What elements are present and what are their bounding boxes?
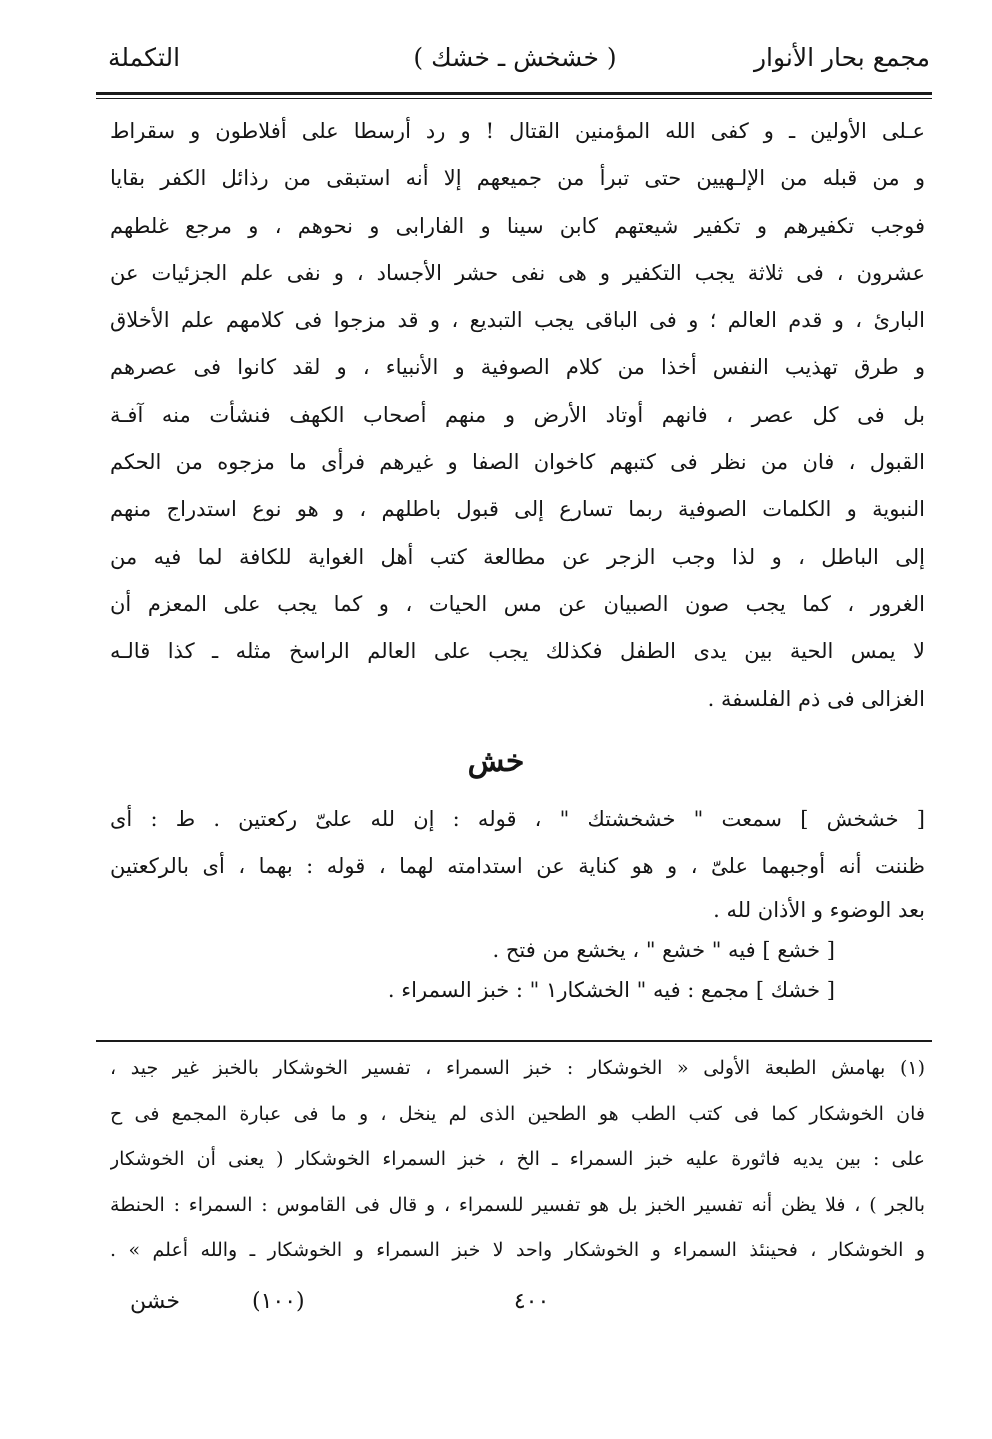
header-rule-thin: [96, 98, 932, 99]
section-heading: خش: [467, 744, 525, 779]
entry-range: ( خشخش ـ خشك ): [413, 43, 617, 72]
text-line: البارئ ، و قدم العالم ؛ و فى الباقى يجب التبديع ، و قد مزجوا فى كلامهم علم الأخلاق: [110, 308, 925, 333]
header-rule-thick: [96, 92, 932, 95]
footnote-line: (١) بهامش الطبعة الأولى « الخوشكار : خبز السمراء ، تفسير الخوشكار بالخبز غير جيد ،: [110, 1057, 925, 1079]
footnote-line: على : بين يديه فاثورة عليه خبز السمراء ـ الخ ، خبز السمراء الخوشكار ( يعنى أن الخوشكار: [110, 1148, 925, 1171]
dictionary-entries: [110, 796, 925, 1010]
text-line: النبوية و الكلمات الصوفية ربما تسارع إلى قبول باطلهم ، و هو نوع استدراج منهم: [110, 497, 925, 522]
main-text: [110, 108, 925, 723]
text-line: و من قبله من الإلـهيين حتى تبرأ من جميعهم إلا أنه استبقى من رذائل الكفر بقايا: [110, 166, 925, 191]
entry-line: ظننت أنه أوجبهما علىّ ، و هو كناية عن استدامته لهما ، قوله : بهما ، أى بالركعتين: [110, 854, 925, 878]
text-line: عشرون ، فى ثلاثة يجب التكفير و هى نفى حشر الأجساد ، و نفى علم الجزئيات عن: [110, 260, 925, 285]
page-footer: [100, 1282, 930, 1322]
footnote-rule: [96, 1040, 932, 1042]
text-line: و طرق تهذيب النفس أخذا من كلام الصوفية و الأنبياء ، و لقد كانوا فى عصرهم: [110, 355, 925, 380]
book-title: مجمع بحار الأنوار: [753, 43, 930, 72]
volume-page-number: (١٠٠): [252, 1289, 305, 1314]
text-line: عـلى الأولين ـ و كفى الله المؤمنين القتال ! و رد أرسطا على أفلاطون و سقراط: [110, 119, 925, 143]
text-line: الغزالى فى ذم الفلسفة .: [707, 686, 925, 711]
running-header: [100, 36, 930, 80]
text-line: الغرور ، كما يجب صون الصبيان عن مس الحيات ، و كما يجب على المعزم أن: [110, 591, 925, 616]
catch-word: خشن: [130, 1289, 180, 1314]
footnote: [110, 1046, 925, 1274]
footnote-line: بالجر ) ، فلا يظن أنه تفسير الخبز بل هو تفسير للسمراء ، و قال فى القاموس : السمراء : الحنطة: [110, 1193, 925, 1216]
text-line: إلى الباطل ، و لذا وجب الزجر عن مطالعة كتب أهل الغواية للكافة لما فيه من: [110, 544, 925, 569]
text-line: لا يمس الحية بين يدى الطفل فكذلك يجب على العالم الراسخ مثله ـ كذا قالـه: [110, 639, 925, 664]
entry-khasha: [ خشع ] فيه " خشع " ، يخشع من فتح .: [492, 938, 835, 962]
section-name: التكملة: [108, 43, 181, 72]
page-number: ٤٠٠: [513, 1289, 550, 1314]
entry-khashak: [ خشك ] مجمع : فيه " الخشكار١ " : خبز السمراء .: [387, 978, 835, 1002]
text-line: فوجب تكفيرهم و تكفير شيعتهم كابن سينا و الفارابى و نحوهم ، و مرجع غلطهم: [110, 213, 925, 238]
text-line: القبول ، فان من نظر فى كتبهم كاخوان الصفا و غيرهم فرأى ما مزجوه من الحكم: [110, 450, 925, 475]
entry-line: بعد الوضوء و الأذان لله .: [713, 898, 925, 922]
footnote-line: و الخوشكار ، فحينئذ السمراء و الخوشكار واحد لا خبز السمراء و الخوشكار ـ والله أعلم » .: [110, 1239, 925, 1262]
text-line: بل فى كل عصر ، فانهم أوتاد الأرض و منهم أصحاب الكهف فنشأت منه آفـة: [110, 402, 925, 427]
footnote-line: فان الخوشكار كما فى كتب الطب هو الطحين الذى لم ينخل ، و ما فى عبارة المجمع فى ح: [110, 1102, 925, 1125]
entry-line: [ خشخش ] سمعت " خشخشتك " ، قوله : إن لله علىّ ركعتين . ط : أى: [110, 807, 925, 831]
